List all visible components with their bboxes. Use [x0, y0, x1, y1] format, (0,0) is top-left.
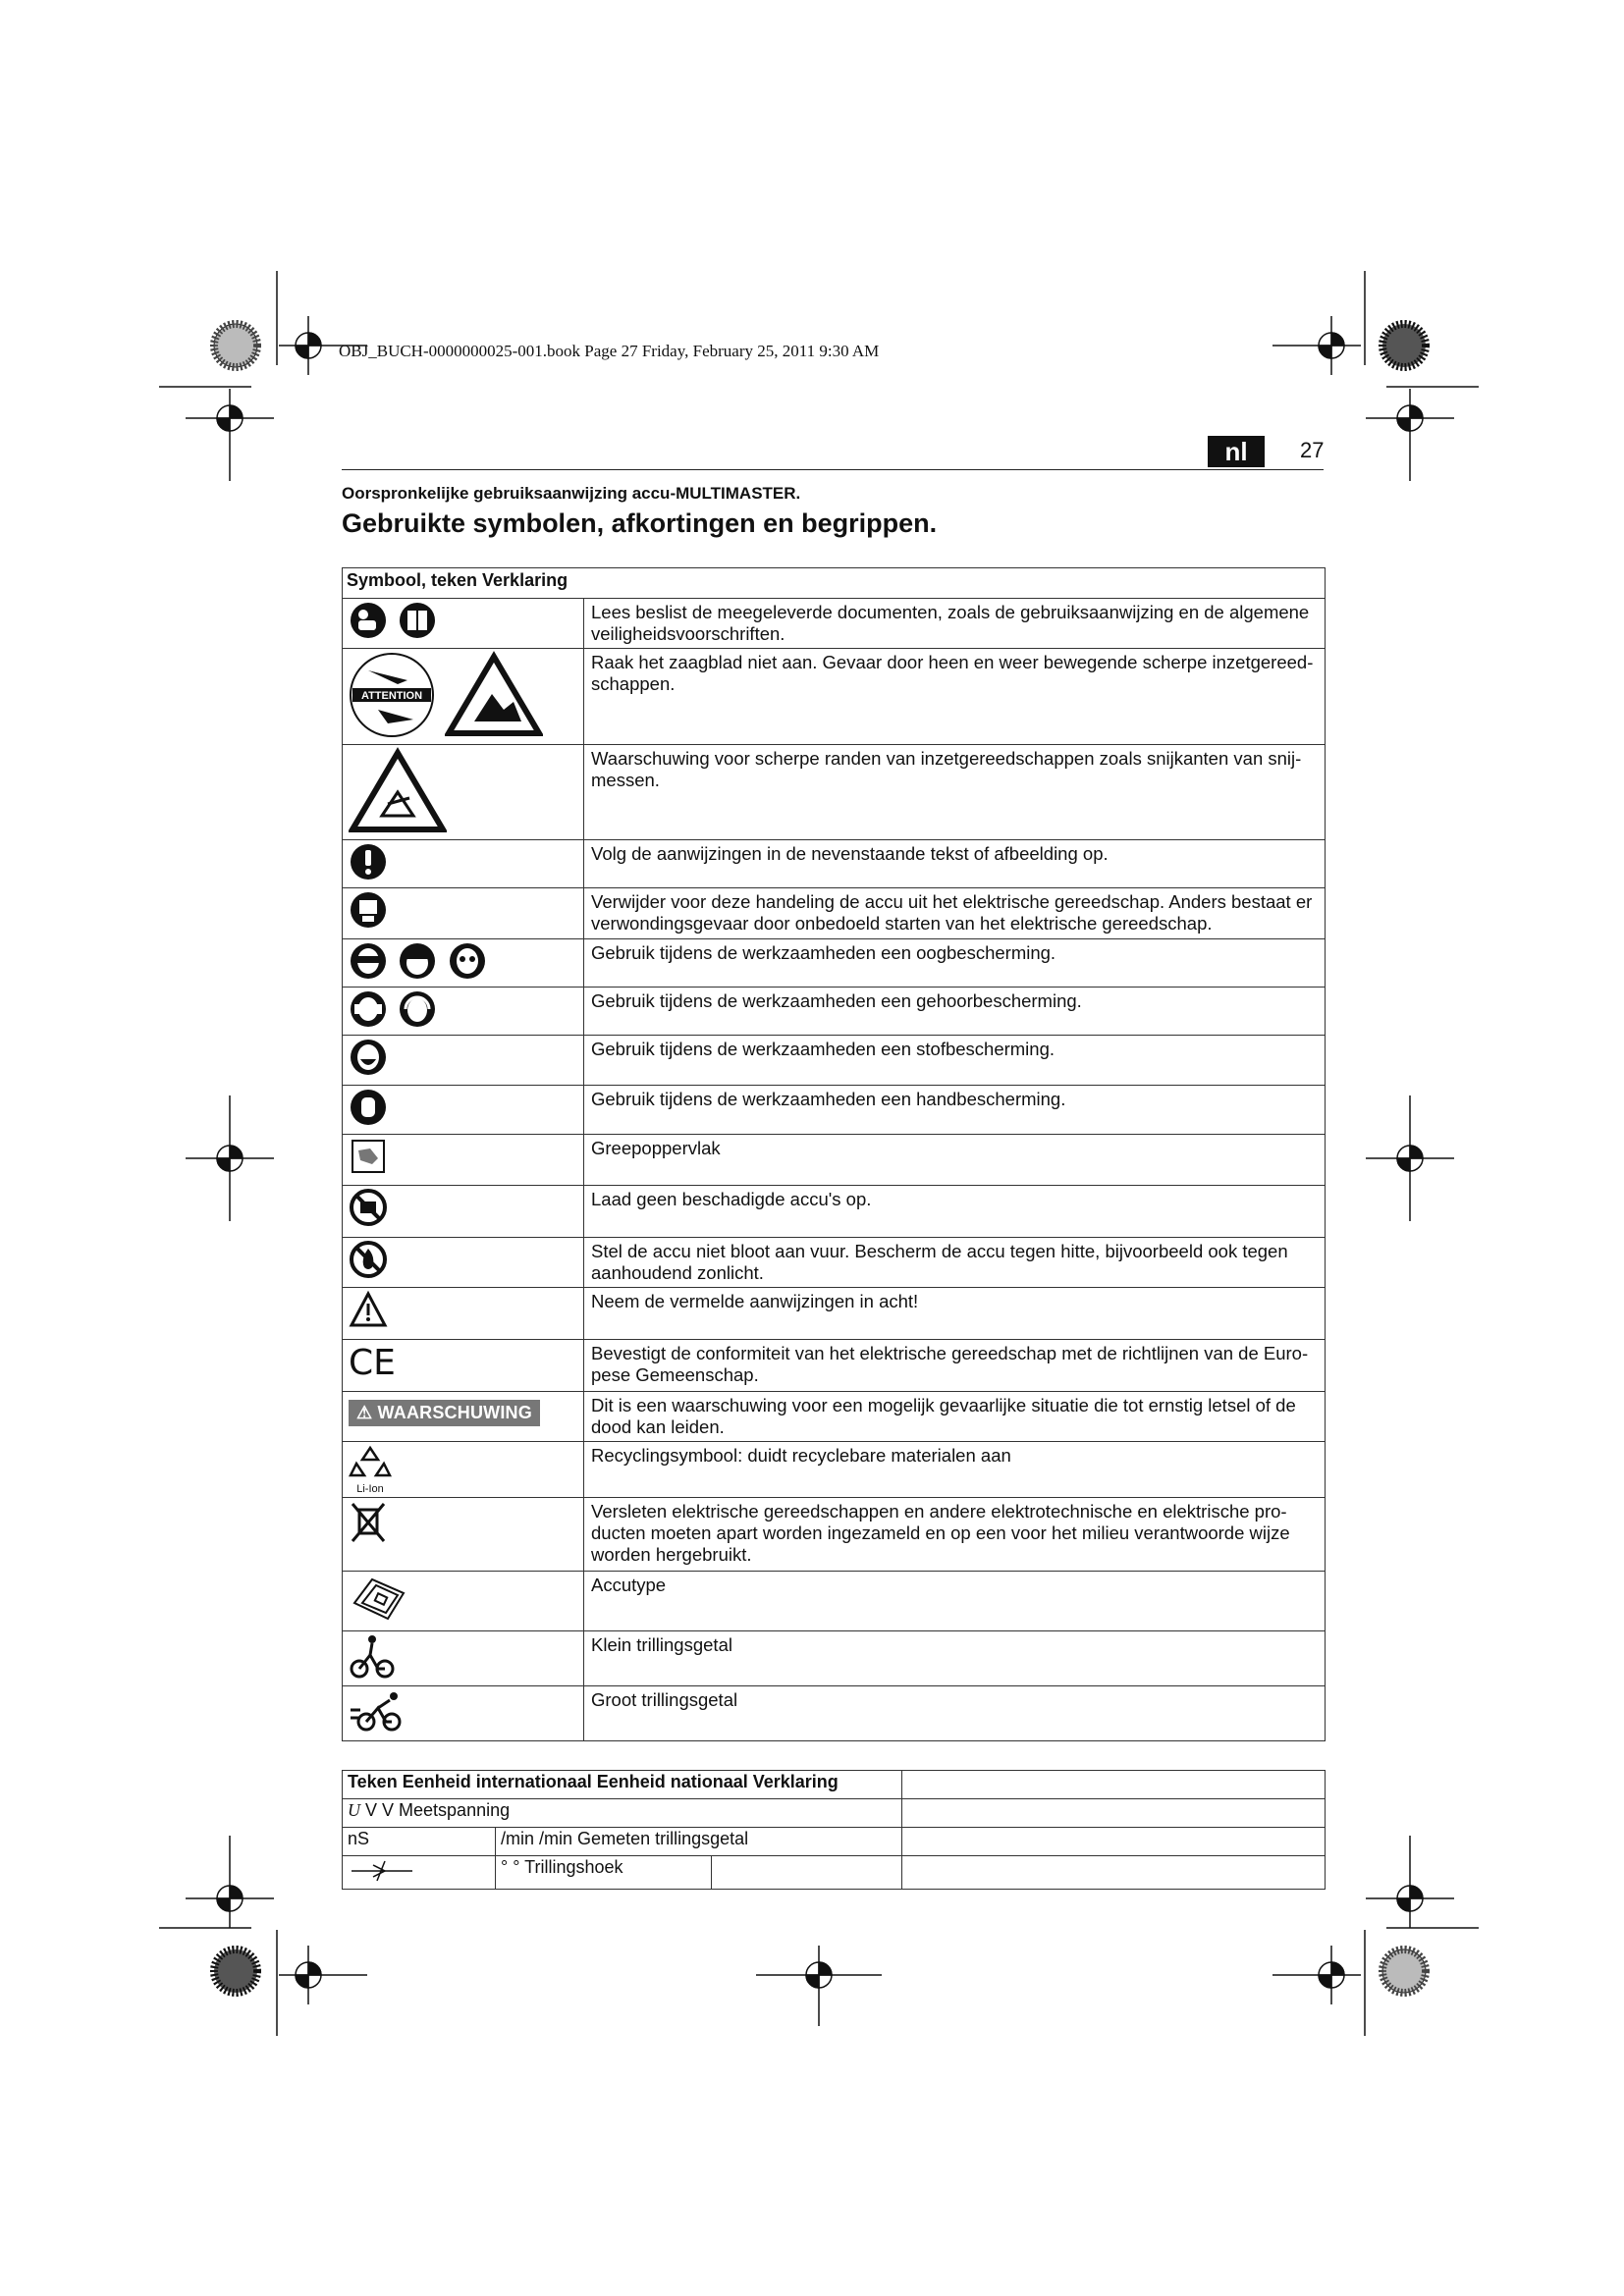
svg-text:Li-Ion: Li-Ion: [356, 1483, 384, 1495]
row-text: Bevestigt de conformiteit van het elektrische gereedschap met de richtlijnen van de Euro-pese Gemeenschap.: [584, 1340, 1326, 1392]
unit-table-header: Teken Eenheid internationaal Eenheid nationaal Verklaring: [343, 1771, 902, 1799]
row-text: Recyclingsymbool: duidt recyclebare materialen aan: [584, 1442, 1326, 1498]
table-row: [343, 1392, 1326, 1442]
sharp-edge-warning-icon: [349, 747, 447, 833]
row-text: Greepoppervlak: [584, 1135, 1326, 1186]
row-text: Versleten elektrische gereedschappen en andere elektrotechnische en elektrische pro-ducten moeten apart worden ingezameld en op een voor het milieu verantwoorde wijze worden hergebruikt.: [584, 1498, 1326, 1572]
gloves-icon: [349, 1088, 388, 1127]
header-rule: [342, 469, 1324, 470]
unit-text: ° ° Trillingshoek: [496, 1856, 712, 1890]
table-header-row: [343, 568, 1326, 599]
earmuff-icon: [398, 989, 437, 1029]
table-row: [343, 1288, 1326, 1340]
row-text: Verwijder voor deze handeling de accu uit het elektrische gereedschap. Anders bestaat er verwondingsgevaar door onbedoeld starten van het elektrische gereedschap.: [584, 888, 1326, 939]
remove-battery-icon: [349, 890, 388, 930]
grip-surface-icon: [349, 1137, 388, 1176]
table-row: [343, 840, 1326, 888]
table-row: [343, 1686, 1326, 1741]
table-row: [343, 939, 1326, 988]
table-row: [343, 1036, 1326, 1086]
print-line: OBJ_BUCH-0000000025-001.book Page 27 Friday, February 25, 2011 9:30 AM: [339, 342, 880, 360]
face-shield-icon: [398, 941, 437, 981]
table-row: [343, 1828, 1326, 1856]
row-text: Neem de vermelde aanwijzingen in acht!: [584, 1288, 1326, 1340]
table-row: [343, 1186, 1326, 1238]
recycling-liion-icon: [349, 1444, 392, 1495]
battery-type-icon: [349, 1574, 407, 1627]
table-row: [343, 1856, 1326, 1890]
table-row: [343, 1631, 1326, 1686]
table-row: [343, 1238, 1326, 1288]
row-text: Gebruik tijdens de werkzaamheden een gehoorbescherming.: [584, 988, 1326, 1036]
table-row: [343, 1799, 1326, 1828]
do-not-touch-blade-icon: [349, 651, 435, 739]
row-text: Stel de accu niet bloot aan vuur. Bescherm de accu tegen hitte, bijvoorbeeld ook tegen aanhoudend zonlicht.: [584, 1238, 1326, 1288]
row-text: Laad geen beschadigde accu's op.: [584, 1186, 1326, 1238]
symbol-table-header: [343, 568, 1326, 599]
row-text: Waarschuwing voor scherpe randen van inzetgereedschappen zoals snijkanten van snij-messen.: [584, 745, 1326, 840]
unit-symbol: nS: [343, 1828, 496, 1856]
unit-symbol: U: [348, 1800, 360, 1820]
language-badge: nl: [1208, 436, 1265, 467]
symbol-table: [342, 567, 1326, 1741]
unit-table: [342, 1770, 1326, 1890]
table-row: [343, 649, 1326, 745]
row-text: Klein trillingsgetal: [584, 1631, 1326, 1686]
cyclist-fast-icon: [349, 1688, 406, 1735]
table-row: [343, 1572, 1326, 1631]
row-text: Lees beslist de meegeleverde documenten, zoals de gebruiksaanwijzing en de algemene veiligheidsvoorschriften.: [584, 599, 1326, 649]
row-text: Raak het zaagblad niet aan. Gevaar door heen en weer bewegende scherpe inzetgereed-schappen.: [584, 649, 1326, 745]
document-subtitle: Oorspronkelijke gebruiksaanwijzing accu-MULTIMASTER.: [342, 484, 801, 503]
goggles-icon: [448, 941, 487, 981]
table-row: [343, 1442, 1326, 1498]
table-row: [343, 1086, 1326, 1135]
warning-label-text: WAARSCHUWING: [377, 1403, 532, 1422]
hazard-warning-icon: [445, 651, 543, 739]
row-text: Gebruik tijdens de werkzaamheden een stofbescherming.: [584, 1036, 1326, 1086]
page-number: 27: [1300, 438, 1325, 462]
row-text: Volg de aanwijzingen in de nevenstaande tekst of afbeelding op.: [584, 840, 1326, 888]
ce-mark-icon: CE: [349, 1343, 396, 1383]
cyclist-slow-icon: [349, 1633, 396, 1681]
row-text: Gebruik tijdens de werkzaamheden een handbescherming.: [584, 1086, 1326, 1135]
table-row: [343, 1340, 1326, 1392]
row-text: Groot trillingsgetal: [584, 1686, 1326, 1741]
unit-text: V V Meetspanning: [365, 1800, 511, 1820]
eye-protection-icon: [349, 941, 388, 981]
table-header-row: [343, 1771, 1326, 1799]
crossed-bin-icon: [349, 1500, 388, 1545]
exclamation-icon: [349, 842, 388, 881]
unit-text: /min /min Gemeten trillingsgetal: [496, 1828, 902, 1856]
no-fire-icon: [349, 1240, 388, 1279]
header-text: Symbool, teken Verklaring: [347, 570, 568, 590]
ear-protection-icon: [349, 989, 388, 1029]
read-manual-icon: [349, 601, 388, 640]
table-row: [343, 599, 1326, 649]
section-title: Gebruikte symbolen, afkortingen en begrippen.: [342, 508, 938, 538]
dust-mask-icon: [349, 1038, 388, 1077]
row-text: Gebruik tijdens de werkzaamheden een oogbescherming.: [584, 939, 1326, 988]
no-damaged-battery-icon: [349, 1188, 388, 1227]
row-text: Dit is een waarschuwing voor een mogelijk gevaarlijke situatie die tot ernstig letsel of de dood kan leiden.: [584, 1392, 1326, 1442]
table-row: [343, 1498, 1326, 1572]
svg-text:ATTENTION: ATTENTION: [360, 690, 423, 702]
table-row: [343, 1135, 1326, 1186]
book-icon: [398, 601, 437, 640]
row-text: Accutype: [584, 1572, 1326, 1631]
table-row: [343, 888, 1326, 939]
warning-triangle-icon: [349, 1290, 388, 1329]
table-row: [343, 988, 1326, 1036]
warning-label-icon: ⚠ WAARSCHUWING: [349, 1400, 540, 1426]
table-row: [343, 745, 1326, 840]
oscillation-angle-icon: [348, 1857, 416, 1883]
